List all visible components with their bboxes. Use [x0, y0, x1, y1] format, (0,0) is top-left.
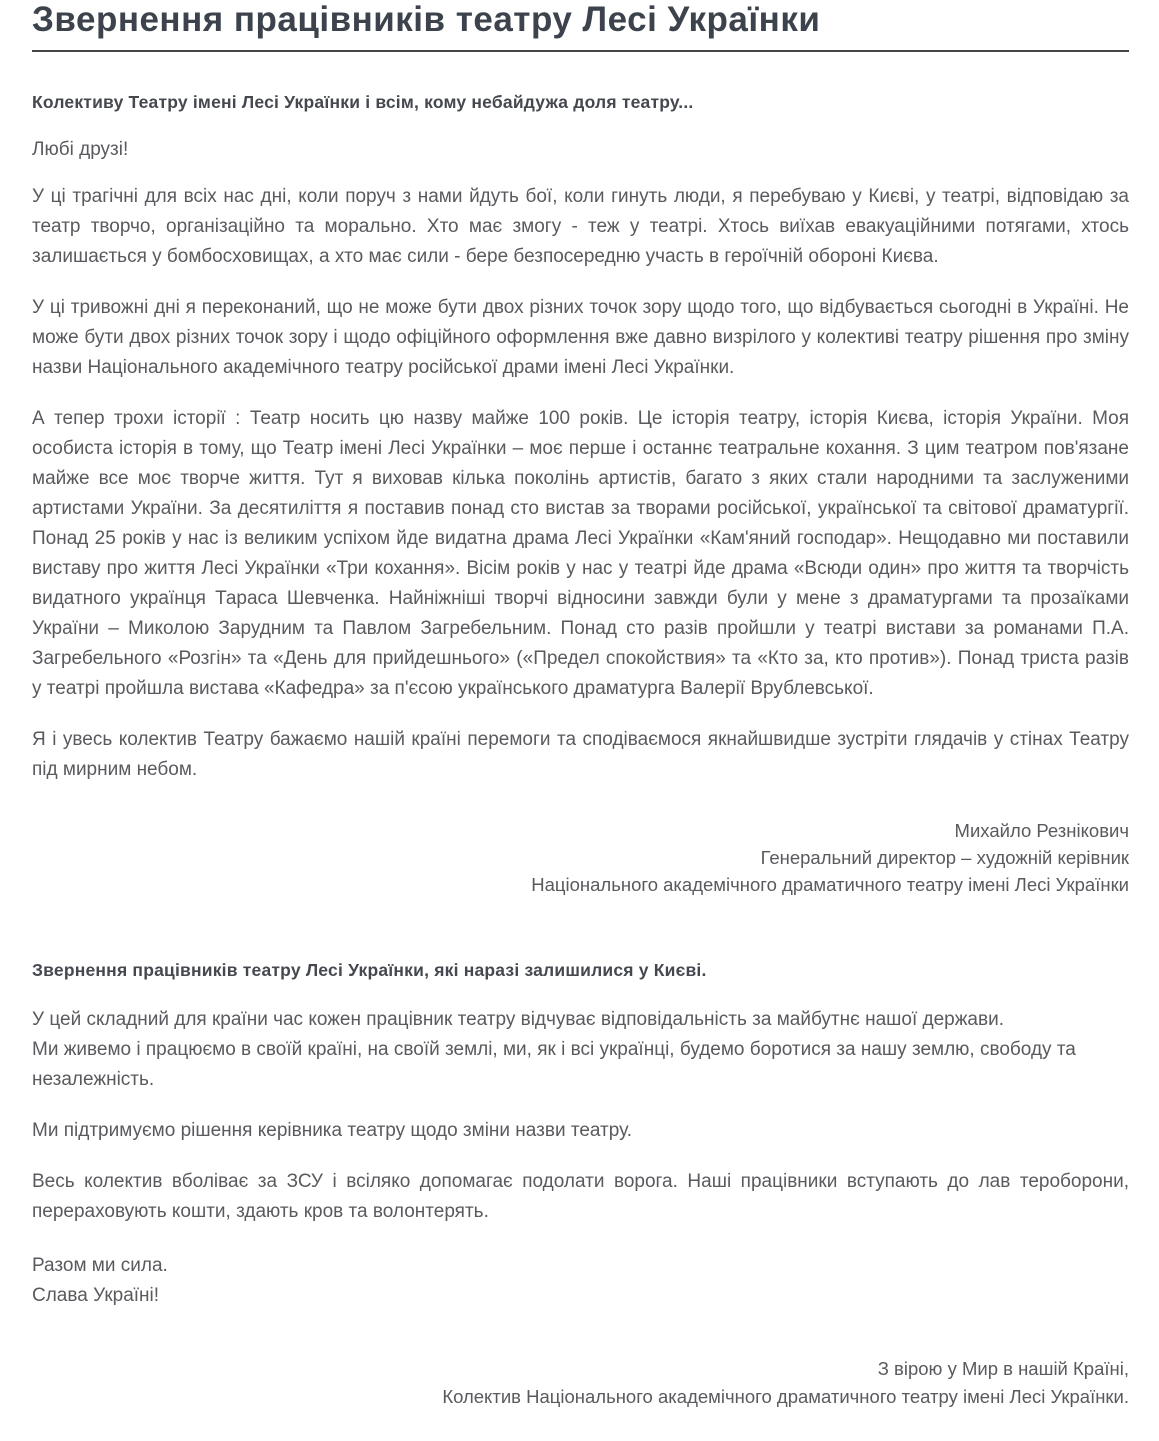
- letter2-closing: [32, 1355, 1129, 1411]
- letter1-greeting: Любі друзі!: [32, 139, 129, 161]
- letter2-slogan: [32, 1251, 1129, 1311]
- slogan-line-2: Слава Україні!: [32, 1285, 160, 1307]
- letter2-intro-line-1: У цей складний для країни час кожен працівник театру відчуває відповідальність за майбутнє нашої держави.: [32, 1009, 1004, 1031]
- letter2-heading: Звернення працівників театру Лесі Українки, які наразі залишилися у Києві.: [32, 960, 707, 981]
- letter2-paragraph-1: Ми підтримуємо рішення керівника театру щодо зміни назви театру.: [32, 1120, 632, 1142]
- letter1-signature: [32, 817, 1129, 898]
- letter2-intro: [32, 1005, 1129, 1095]
- signature-role: Генеральний директор – художній керівник: [760, 847, 1129, 869]
- signature-name: Михайло Резнікович: [954, 820, 1129, 842]
- closing-line-1: З вірою у Мир в нашій Країні,: [877, 1358, 1129, 1380]
- letter1-paragraph-2: У ці тривожні дні я переконаний, що не може бути двох різних точок зору щодо того, що відбувається сьогодні в Україні. Не може бути двох різних точок зору і щодо офіційного оформлення вже давно визрілого у колективі театру рішення про зміну назви Національного академічного театру російської драми імені Лесі Українки.: [32, 297, 1129, 379]
- signature-organization: Національного академічного драматичного театру імені Лесі Українки: [531, 874, 1129, 896]
- letter1-paragraph-4: Я і увесь колектив Театру бажаємо нашій країні перемоги та сподіваємося якнайшвидше зустріти глядачів у стінах Театру під мирним небом.: [32, 729, 1129, 781]
- page-title: Звернення працівників театру Лесі Українки: [32, 0, 1129, 52]
- letter1-salutation: Колективу Театру імені Лесі Українки і всім, кому небайдужа доля театру...: [32, 92, 694, 113]
- letter2-paragraph-2: Весь колектив вболіває за ЗСУ і всіляко допомагає подолати ворога. Наші працівники вступають до лав тероборони, перераховують кошти, здають кров та волонтерять.: [32, 1171, 1129, 1223]
- letter1-paragraph-3: А тепер трохи історії : Театр носить цю назву майже 100 років. Це історія театру, історія Києва, історія України. Моя особиста історія в тому, що Театр імені Лесі Українки – моє перше і останнє театральне кохання. З цим театром пов'язане майже все моє творче життя. Тут я виховав кілька поколінь артистів, багато з яких стали народними та заслуженими артистами України. За десятиліття я поставив понад сто вистав за творами російської, української та світової драматургії. Понад 25 років у нас із великим успіхом йде видатна драма Лесі Українки «Кам'яний господар». Нещодавно ми поставили виставу про життя Лесі Українки «Три кохання». Вісім років у нас у театрі йде драма «Всюди один» про життя та творчість видатного українця Тараса Шевченка. Найніжніші творчі відносини завжди були у мене з драматургами та прозаїками України – Миколою Зарудним та Павлом Загребельним. Понад сто разів пройшли у театрі вистави за романами П.А. Загребельного «Розгін» та «День для прийдешнього» («Предел спокойствия» та «Кто за, кто против»). Понад триста разів у театрі пройшла вистава «Кафедра» за п'єсою українського драматурга Валерії Врублевської.: [32, 408, 1129, 700]
- letter2-intro-line-2: Ми живемо і працюємо в своїй країні, на своїй землі, ми, як і всі українці, будемо боротися за нашу землю, свободу та незалежність.: [32, 1039, 1076, 1091]
- slogan-line-1: Разом ми сила.: [32, 1255, 168, 1277]
- closing-line-2: Колектив Національного академічного драматичного театру імені Лесі Українки.: [442, 1386, 1129, 1408]
- letter1-paragraph-1: У ці трагічні для всіх нас дні, коли поруч з нами йдуть бої, коли гинуть люди, я перебуваю у Києві, у театрі, відповідаю за театр творчо, організаційно та морально. Хто має змогу - теж у театрі. Хтось виїхав евакуаційними потягами, хтось залишається у бомбосховищах, а хто має сили - бере безпосередню участь в героїчній обороні Києва.: [32, 186, 1129, 268]
